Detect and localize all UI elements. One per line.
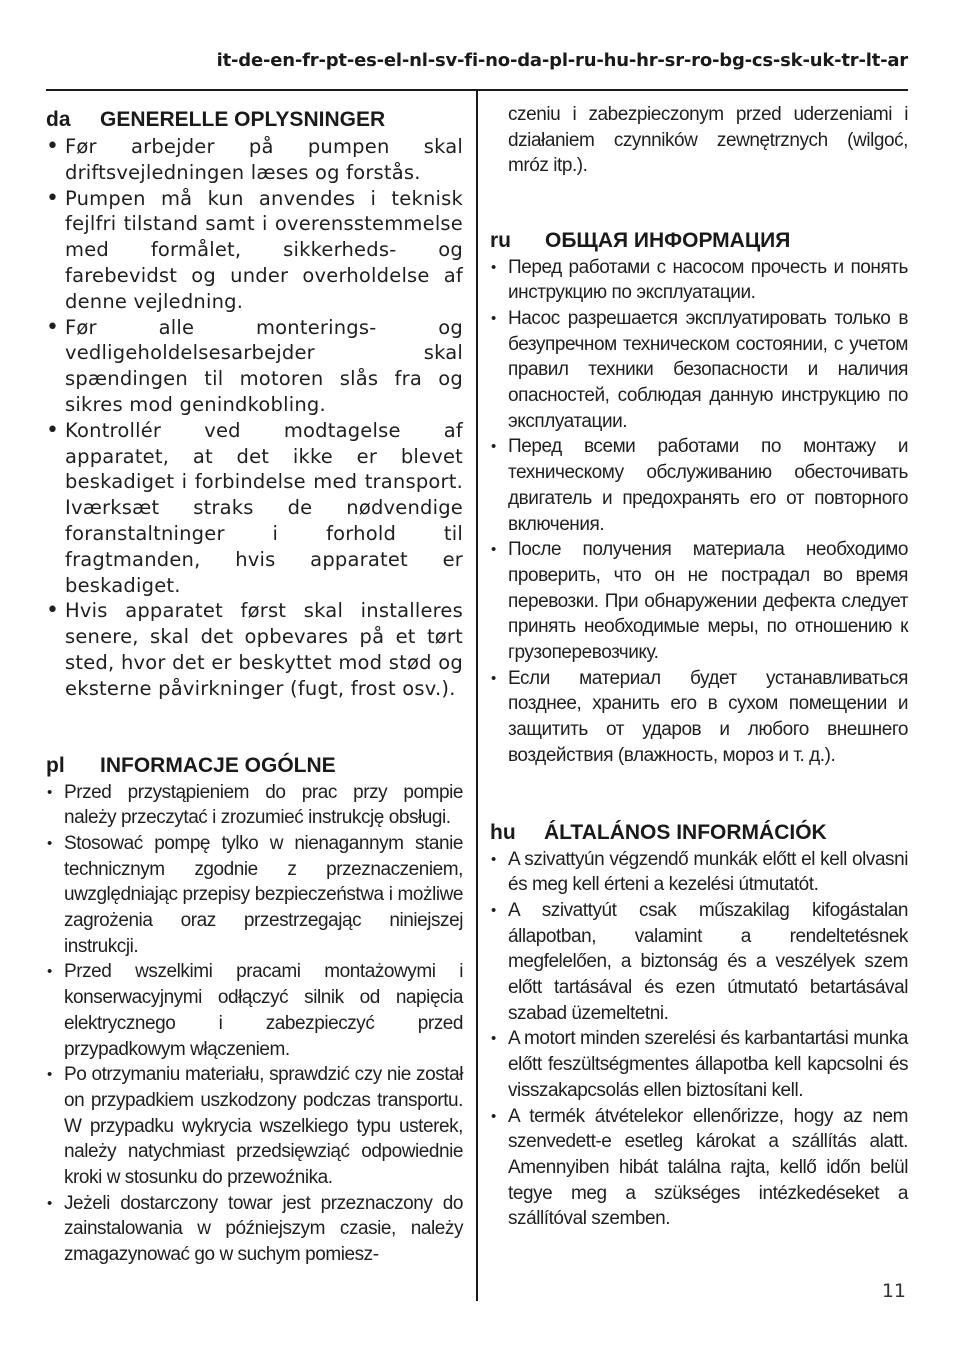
list-item: • Перед работами с насосом прочесть и понять инструкцию по эксплуатации. bbox=[491, 256, 908, 304]
bullet-icon: • bbox=[46, 417, 60, 443]
list-item: • Насос разрешается эксплуатировать только в безупречном техническом состоянии, с учетом правил техники безопасности и наличия опасностей, соблюдая данную инструкцию по эксплуатации. bbox=[491, 307, 908, 432]
bullet-icon: • bbox=[46, 314, 60, 340]
section-title-hu: ÁLTALÁNOS INFORMÁCIÓK bbox=[544, 820, 827, 844]
section-ru bbox=[490, 229, 908, 769]
list-item: • Jeżeli dostarczony towar jest przeznaczony do zainstalowania w późniejszym czasie, należy zmagazynować go w suchym pomiesz- bbox=[47, 1192, 463, 1266]
left-column bbox=[46, 108, 463, 1268]
list-item: • Przed przystąpieniem do prac przy pompie należy przeczytać i zrozumieć instrukcję obsługi. bbox=[47, 781, 463, 829]
bullet-icon: • bbox=[491, 438, 496, 456]
bullet-list-hu bbox=[490, 847, 908, 1233]
section-title-ru: ОБЩАЯ ИНФОРМАЦИЯ bbox=[545, 228, 791, 252]
section-heading-pl bbox=[46, 754, 463, 778]
section-heading-ru bbox=[490, 229, 908, 253]
bullet-icon: • bbox=[46, 598, 60, 624]
list-item: • Stosować pompę tylko w nienagannym stanie technicznym zgodnie z przeznaczeniem, uwzględniając przepisy bezpieczeństwa i możliwe zagrożenia oraz przestrzegając niniejszej instrukcji. bbox=[47, 832, 463, 957]
bullet-icon: • bbox=[491, 1107, 496, 1125]
list-item: • Przed wszelkimi pracami montażowymi i konserwacyjnymi odłączyć silnik od napięcia elektrycznego i zabezpieczyć przed przypadkowym włączeniem. bbox=[47, 961, 463, 1060]
bullet-icon: • bbox=[491, 541, 496, 559]
column-divider bbox=[476, 90, 478, 1301]
section-da bbox=[46, 108, 463, 702]
bullet-icon: • bbox=[46, 185, 60, 211]
bullet-list-da bbox=[46, 134, 463, 702]
bullet-icon: • bbox=[491, 258, 496, 276]
bullet-icon: • bbox=[491, 309, 496, 327]
list-item: • A motort minden szerelési és karbantartási munka előtt feszültségmentes állapotba kell kapcsolni és visszakapcsolás ellen biztosítani kell. bbox=[491, 1028, 908, 1101]
list-item: • A szivattyút csak műszakilag kifogástalan állapotban, valamint a rendeltetésnek megfelelően, a biztonság és a veszélyek szem előtt tartásával és ezen útmutató betartásával szabad üzemeltetni. bbox=[491, 899, 908, 1024]
list-item: • Før alle monterings- og vedligeholdelsesarbejder skal spændingen til motoren slås fra og sikres mod genindkobling. bbox=[46, 314, 463, 416]
bullet-icon: • bbox=[47, 1066, 52, 1084]
language-code-hu: hu bbox=[490, 820, 516, 844]
list-item: • Før arbejder på pumpen skal driftsvejledningen læses og forstås. bbox=[46, 134, 463, 184]
bullet-icon: • bbox=[491, 669, 496, 687]
list-item: • A szivattyún végzendő munkák előtt el kell olvasni és meg kell érteni a kezelési útmutatót. bbox=[491, 848, 908, 896]
bullet-list-ru bbox=[490, 255, 908, 769]
list-item: • Перед всеми работами по монтажу и техническому обслуживанию обесточивать двигатель и предохранять его от повторного включения. bbox=[491, 436, 908, 535]
bullet-icon: • bbox=[47, 783, 52, 801]
list-item: • Pumpen må kun anvendes i teknisk fejlfri tilstand samt i overensstemmelse med formålet, sikkerheds- og farebevidst og under overholdelse af denne vejledning. bbox=[46, 185, 463, 313]
list-item: • A termék átvételekor ellenőrizze, hogy az nem szenvedett-e esetleg károkat a szállítás alatt. Amennyiben hibát találna rajta, kellő időn belül tegye meg a szükséges intézkedéseket a szállítóval szemben. bbox=[491, 1105, 908, 1230]
bullet-icon: • bbox=[47, 963, 52, 981]
right-column bbox=[490, 104, 908, 1232]
language-code-pl: pl bbox=[46, 753, 65, 777]
list-item: • Po otrzymaniu materiału, sprawdzić czy nie został on przypadkiem uszkodzony podczas transportu. W przypadku wykrycia wszelkiego typu usterek, należy natychmiast przedsięwziąć odpowiednie kroki w stosunku do przewoźnika. bbox=[47, 1064, 463, 1189]
bullet-list-pl bbox=[46, 780, 463, 1268]
section-heading-da bbox=[46, 108, 463, 132]
language-code-da: da bbox=[46, 108, 71, 131]
section-hu bbox=[490, 821, 908, 1233]
bullet-icon: • bbox=[46, 134, 60, 159]
bullet-icon: • bbox=[491, 901, 496, 919]
bullet-icon: • bbox=[491, 1030, 496, 1048]
list-item: • Если материал будет устанавливаться позднее, хранить его в сухом помещении и защитить от ударов и любого внешнего воздействия (влажность, мороз и т. д.). bbox=[491, 667, 908, 766]
section-heading-hu bbox=[490, 821, 908, 845]
section-title-pl: INFORMACJE OGÓLNE bbox=[100, 753, 336, 777]
bullet-icon: • bbox=[47, 1194, 52, 1212]
bullet-icon: • bbox=[491, 850, 496, 868]
list-item: • После получения материала необходимо проверить, что он не пострадал во время перевозки. При обнаружении дефекта следует принять необходимые меры, по отношению к грузоперевозчику. bbox=[491, 539, 908, 664]
section-title-da: GENERELLE OPLYSNINGER bbox=[100, 108, 386, 131]
list-item: • Kontrollér ved modtagelse af apparatet, at det ikke er blevet beskadiget i forbindelse med transport. Iværksæt straks de nødvendige foranstaltninger i forhold til fragtmanden, hvis apparatet er beskadiget. bbox=[46, 417, 463, 597]
section-pl bbox=[46, 754, 463, 1268]
language-code-ru: ru bbox=[490, 228, 511, 252]
page-number: 11 bbox=[881, 1280, 906, 1302]
list-item: • Hvis apparatet først skal installeres senere, skal det opbevares på et tørt sted, hvor det er beskyttet mod stød og eksterne påvirkninger (fugt, frost osv.). bbox=[46, 598, 463, 700]
pl-continuation-text: czeniu i zabezpieczonym przed uderzeniami i działaniem czynników zewnętrznych (wilgoć, mróz itp.). bbox=[508, 104, 908, 176]
language-codes-header: it-de-en-fr-pt-es-el-nl-sv-fi-no-da-pl-ru-hu-hr-sr-ro-bg-cs-sk-uk-tr-lt-ar bbox=[216, 50, 908, 71]
bullet-icon: • bbox=[47, 834, 52, 852]
